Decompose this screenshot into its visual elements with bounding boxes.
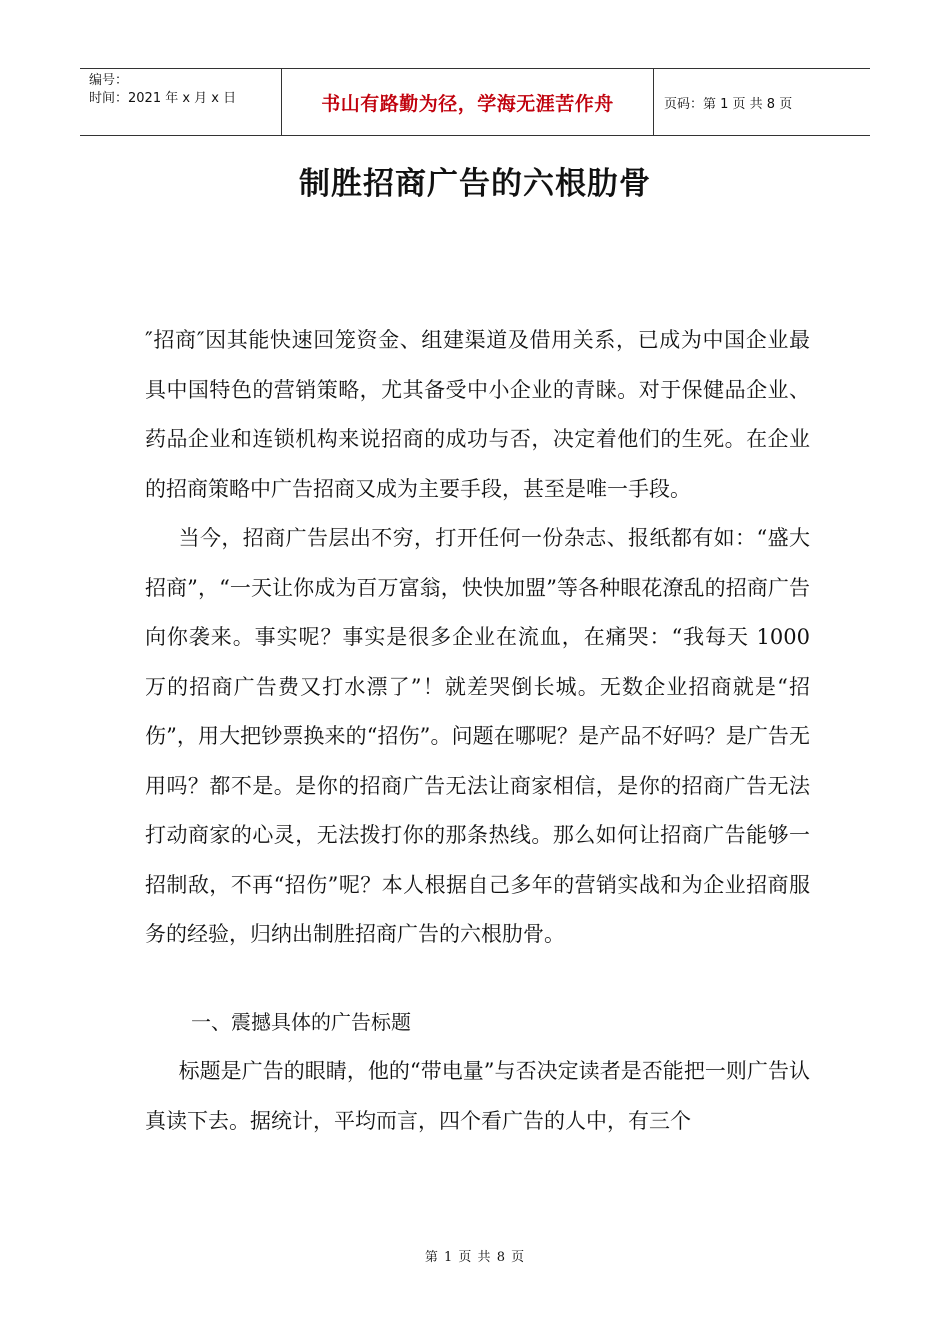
paragraph-headline: 标题是广告的眼睛，他的“带电量”与否决定读者是否能把一则广告认真读下去。据统计，平均而言，四个看广告的人中，有三个 bbox=[145, 1059, 810, 1133]
document-body bbox=[145, 316, 810, 1146]
document-header bbox=[80, 68, 870, 136]
number-label: 编号： bbox=[89, 73, 129, 88]
header-page-info: 页码：第 1 页 共 8 页 bbox=[664, 96, 793, 112]
header-motto: 书山有路勤为径，学海无涯苦作舟 bbox=[282, 69, 654, 135]
paragraph-problem: 当今，招商广告层出不穷，打开任何一份杂志、报纸都有如：“盛大招商”，“一天让你成为百万富翁，快快加盟”等各种眼花潦乱的招商广告向你袭来。事实呢？事实是很多企业在流血，在痛哭：“我每天 1000 万的招商广告费又打水漂了”！就差哭倒长城。无数企业招商就是“招伤”，用大把钞票换来的“招伤”。问题在哪呢？是产品不好吗？是广告无用吗？都不是。是你的招商广告无法让商家相信，是你的招商广告无法打动商家的心灵，无法拨打你的那条热线。那么如何让招商广告能够一招制敌，不再“招伤”呢？本人根据自己多年的营销实战和为企业招商服务的经验，归纳出制胜招商广告的六根肋骨。 bbox=[145, 526, 810, 946]
paragraph-intro: ″招商″因其能快速回笼资金、组建渠道及借用关系，已成为中国企业最具中国特色的营销策略，尤其备受中小企业的青睐。对于保健品企业、药品企业和连锁机构来说招商的成功与否，决定着他们的生死。在企业的招商策略中广告招商又成为主要手段，甚至是唯一手段。 bbox=[145, 328, 810, 501]
page-footer: 第 1 页 共 8 页 bbox=[424, 1250, 526, 1265]
date-label: 时间：2021 年 x 月 x 日 bbox=[89, 91, 237, 106]
header-meta bbox=[80, 69, 282, 135]
section-heading-1: 一、震撼具体的广告标题 bbox=[191, 1009, 411, 1034]
section-spacer bbox=[145, 960, 810, 998]
document-title: 制胜招商广告的六根肋骨 bbox=[299, 166, 651, 202]
